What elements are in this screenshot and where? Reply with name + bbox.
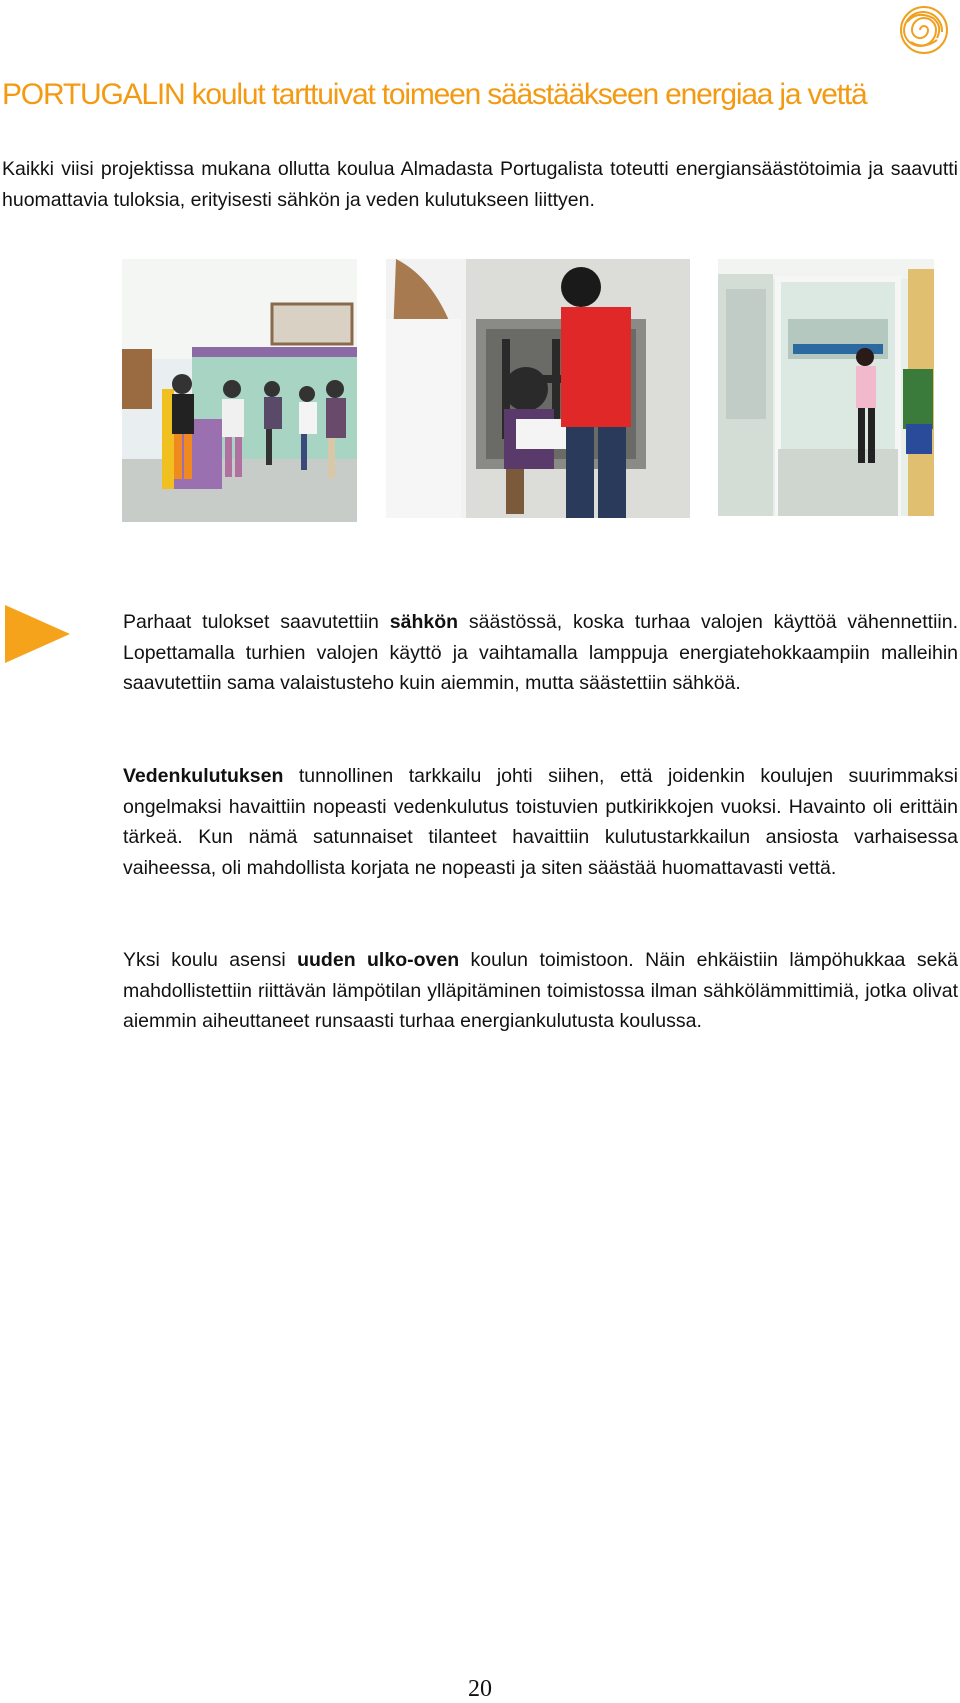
photo-glass-door bbox=[718, 259, 934, 516]
bold-keyword: uuden ulko-oven bbox=[297, 949, 460, 971]
photo-students-pipes bbox=[386, 259, 690, 518]
photo-students-corridor bbox=[122, 259, 357, 522]
paragraph-text: tunnollinen tarkkailu johti siihen, että joidenkin koulujen suurimmaksi ongelmaksi havaittiin nopeasti vedenkulutus toistuvien putkirikkojen vuoksi. Havainto oli erittäin tärkeä. Kun nämä satunnaiset tilanteet havaittiin kulutustarkkailun ansiosta varhaisessa vaiheessa, oli mahdollista korjata ne nopeasti ja siten säästää huomattavasti vettä. bbox=[123, 765, 958, 879]
paragraph-water bbox=[123, 761, 958, 883]
paragraph-electricity bbox=[123, 607, 958, 699]
paragraph-text: säästössä, koska turhaa valojen käyttöä vähennettiin. Lopettamalla turhien valojen käyttö ja vaihtamalla lamppuja energiatehokkaampiin malleihin saavutettiin sama valaistusteho kuin aiemmin, mutta säästettiin sähköä. bbox=[123, 611, 959, 694]
spiral-logo-icon bbox=[895, 4, 953, 56]
paragraph-text: koulun toimistoon. Näin ehkäistiin lämpöhukkaa sekä mahdollistettiin riittävän lämpötilan ylläpitäminen toimistossa ilman sähkölämmittimiä, jotka olivat aiemmin aiheuttaneet runsaasti turhaa energiankulutusta koulussa. bbox=[123, 949, 959, 1032]
paragraph-text: Yksi koulu asensi bbox=[123, 949, 298, 971]
intro-paragraph: Kaikki viisi projektissa mukana ollutta koulua Almadasta Portugalista toteutti energiansäästötoimia ja saavutti huomattavia tuloksia, erityisesti sähkön ja veden kulutukseen liittyen. bbox=[2, 158, 958, 211]
bold-keyword: sähkön bbox=[389, 611, 459, 633]
bold-keyword: Vedenkulutuksen bbox=[123, 765, 284, 787]
paragraph-door bbox=[123, 945, 958, 1037]
paragraph-text: Parhaat tulokset saavutettiin bbox=[123, 611, 390, 633]
page-title: PORTUGALIN koulut tarttuivat toimeen säästääkseen energiaa ja vettä bbox=[2, 78, 867, 111]
page-number: 20 bbox=[468, 1676, 492, 1702]
triangle-arrow-icon bbox=[5, 605, 70, 663]
